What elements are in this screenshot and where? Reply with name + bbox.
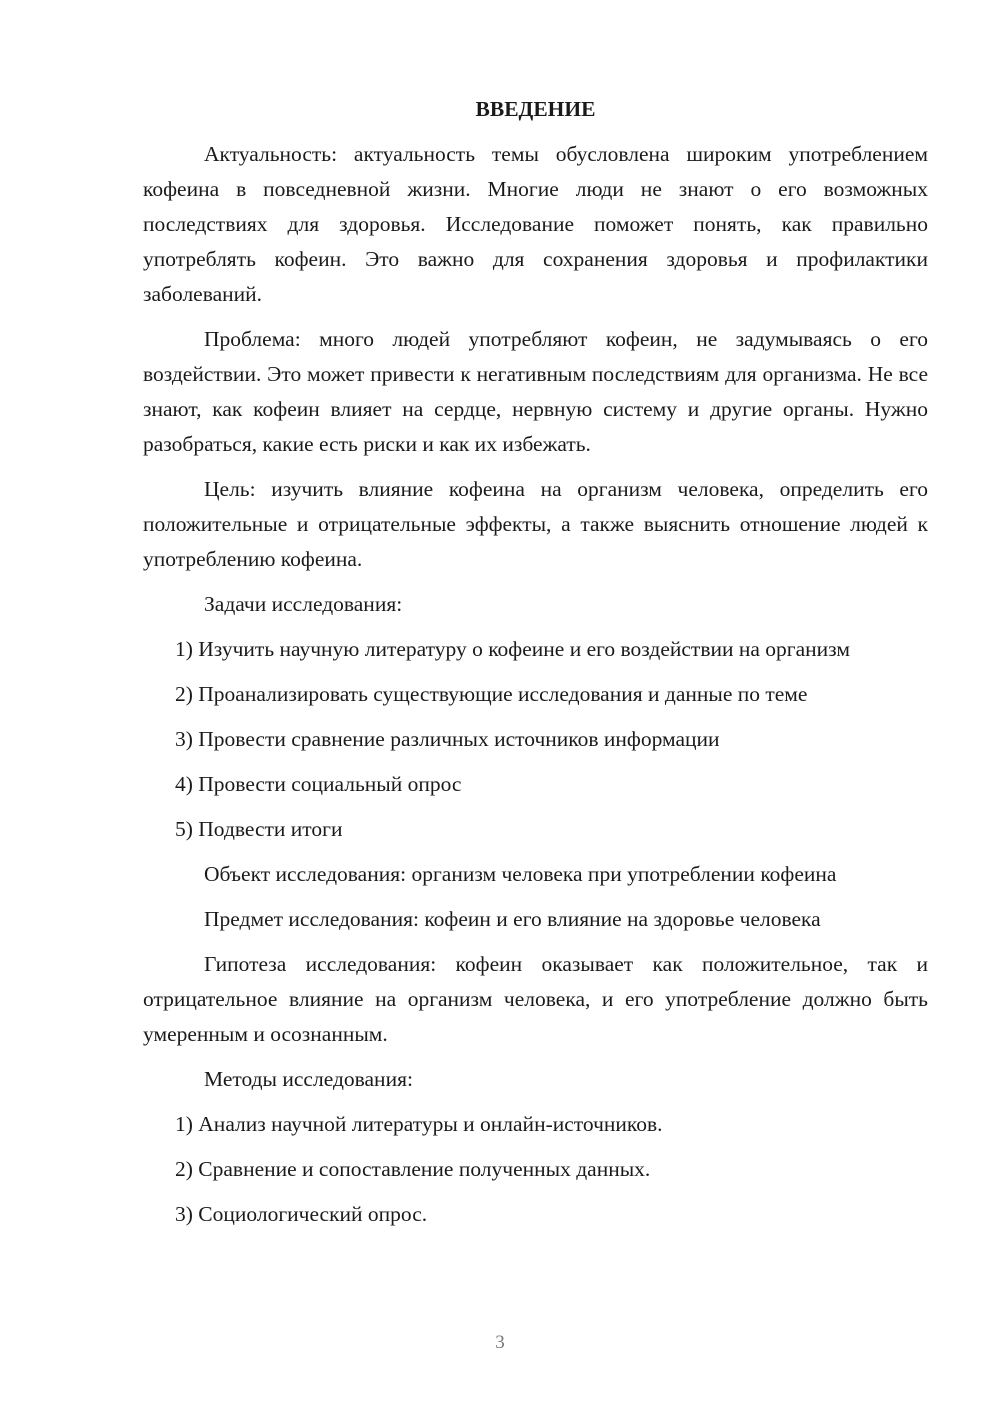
problem-paragraph: Проблема: много людей употребляют кофеин, не задумываясь о его воздействии. Это может привести к негативным последствиям для организма. Не все знают, как кофеин влияет на сердце, нервную систему и другие органы. Нужно разобраться, какие есть риски и как их избежать.: [143, 327, 928, 456]
task-item-2: 2) Проанализировать существующие исследования и данные по теме: [175, 682, 808, 706]
object-paragraph: Объект исследования: организм человека при употреблении кофеина: [204, 862, 837, 886]
method-item-2: 2) Сравнение и сопоставление полученных данных.: [175, 1157, 651, 1181]
goal-paragraph: Цель: изучить влияние кофеина на организм человека, определить его положительные и отрицательные эффекты, а также выяснить отношение людей к употреблению кофеина.: [143, 477, 928, 571]
tasks-heading: Задачи исследования:: [204, 592, 403, 616]
method-item-3: 3) Социологический опрос.: [175, 1202, 428, 1226]
method-item-1: 1) Анализ научной литературы и онлайн-источников.: [175, 1112, 663, 1136]
task-item-4: 4) Провести социальный опрос: [175, 772, 462, 796]
page-number: 3: [495, 1332, 505, 1353]
task-item-5: 5) Подвести итоги: [175, 817, 343, 841]
hypothesis-paragraph: Гипотеза исследования: кофеин оказывает как положительное, так и отрицательное влияние на организм человека, и его употребление должно быть умеренным и осознанным.: [143, 952, 928, 1046]
document-page: [143, 92, 928, 1242]
task-item-3: 3) Провести сравнение различных источников информации: [175, 727, 720, 751]
subject-paragraph: Предмет исследования: кофеин и его влияние на здоровье человека: [204, 907, 821, 931]
section-heading: ВВЕДЕНИЕ: [475, 97, 596, 121]
methods-heading: Методы исследования:: [204, 1067, 413, 1091]
relevance-paragraph: Актуальность: актуальность темы обусловлена широким употреблением кофеина в повседневной жизни. Многие люди не знают о его возможных последствиях для здоровья. Исследование поможет понять, как правильно употреблять кофеин. Это важно для сохранения здоровья и профилактики заболеваний.: [143, 142, 928, 306]
task-item-1: 1) Изучить научную литературу о кофеине и его воздействии на организм: [175, 637, 850, 661]
